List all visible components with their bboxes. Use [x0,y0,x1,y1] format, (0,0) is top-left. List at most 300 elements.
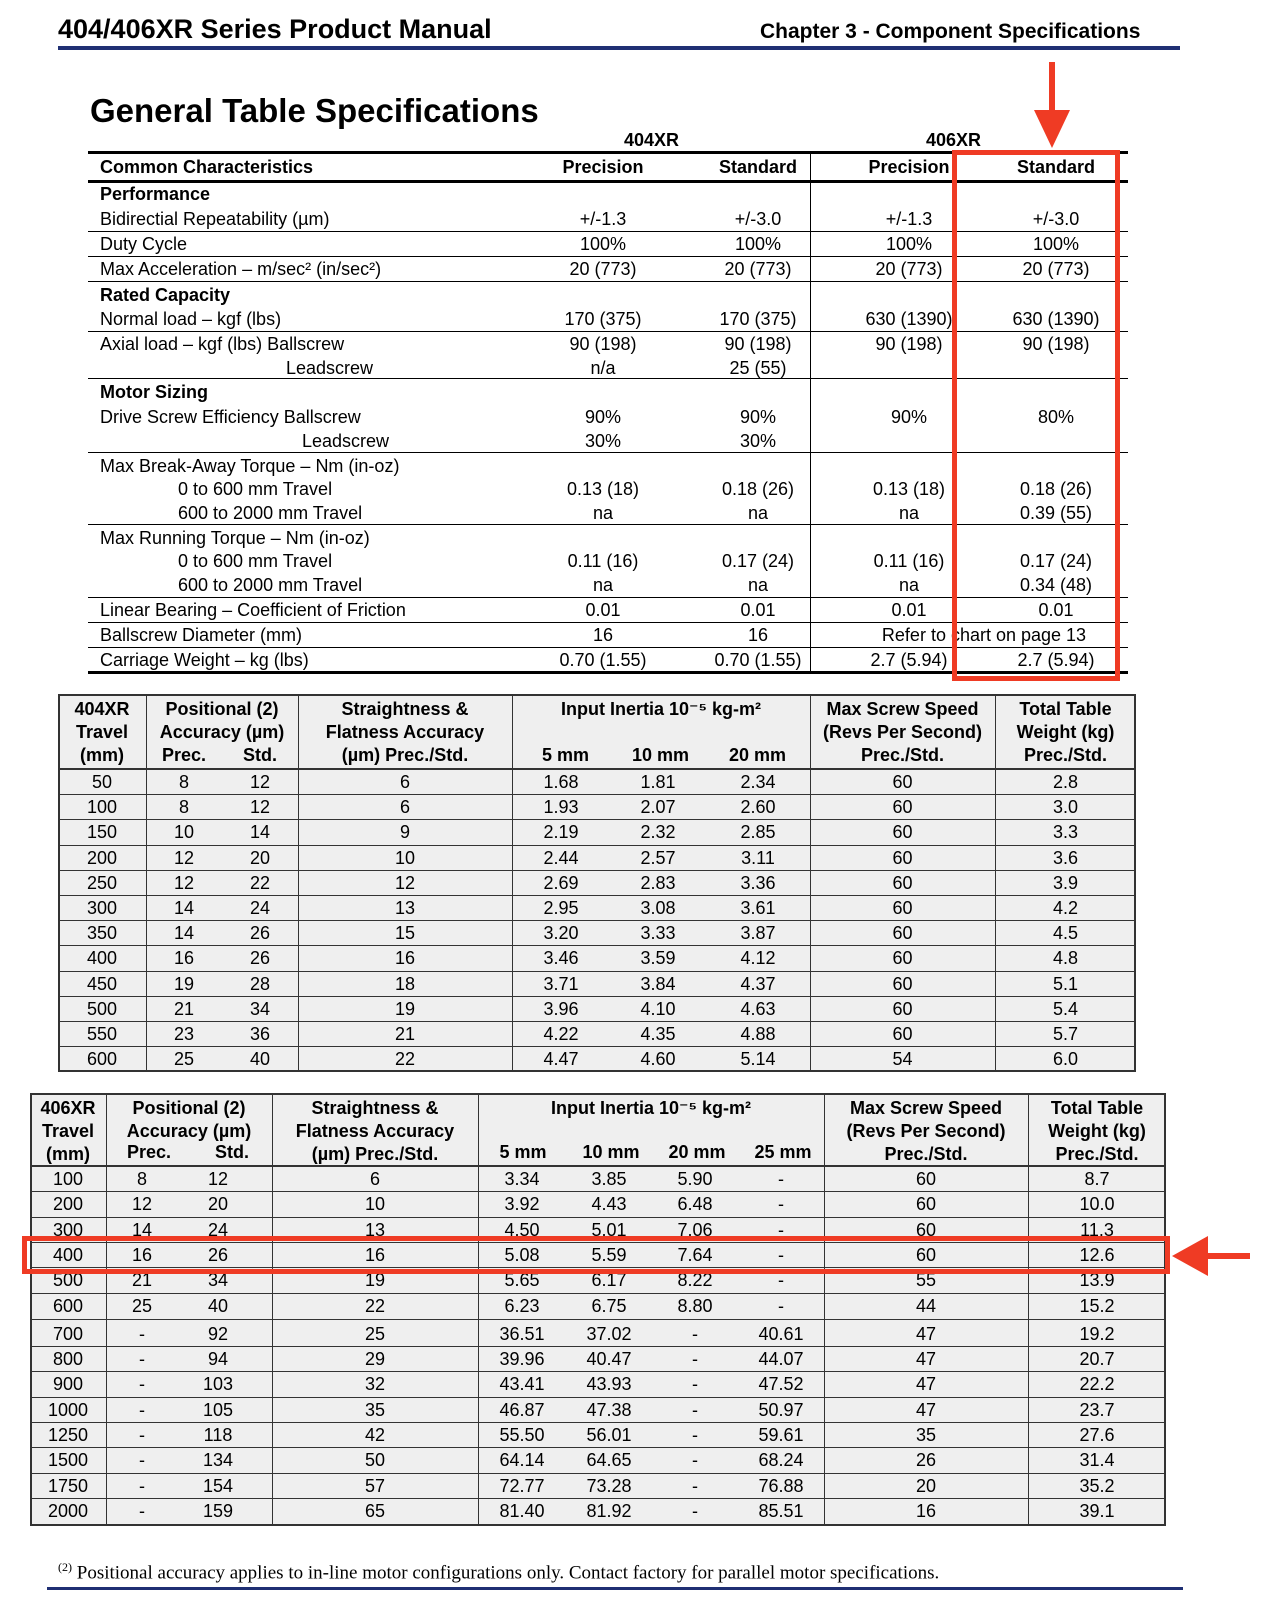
table-cell: 450 [86,973,118,994]
travel-header: Travel [41,1121,95,1141]
table-cell: 16 [131,1244,153,1265]
table-cell: 60 [892,797,913,818]
table-cell: 2000 [47,1500,89,1521]
table-cell: 8.22 [677,1270,713,1291]
spec-cell: na [592,575,614,595]
table-cell: 54 [892,1049,913,1070]
table-cell: 1.81 [640,772,676,792]
spec-cell: 100% [885,234,933,254]
spec-col-404-standard: Standard [718,157,797,177]
table-cell: 4.35 [640,1024,676,1044]
table-cell: 3.6 [1052,847,1079,868]
spec-cell: +/-3.0 [1032,209,1080,229]
table-cell: 3.92 [504,1194,540,1215]
table-row [58,795,1136,820]
table-cell: 19 [173,973,195,994]
table-cell: 60 [915,1194,937,1215]
table-cell: - [139,1425,145,1445]
group-label-406xr: 406XR [926,130,982,150]
table-cell: 12 [249,772,271,792]
table-cell: 60 [892,998,913,1019]
spec-row-label: Axial load – kgf (lbs) Ballscrew [100,334,345,354]
table-cell: 12 [131,1194,153,1215]
spec-cell: 0.11 (16) [873,551,945,571]
table-cell: 59.61 [758,1425,804,1445]
table-cell: 39.1 [1079,1500,1115,1521]
table-cell: - [692,1450,698,1471]
prec-header: Prec. [126,1142,172,1162]
spec-cell: 0.18 (26) [721,479,795,499]
table-cell: 31.4 [1079,1450,1115,1471]
spec-cell: na [898,503,920,523]
table-cell: 250 [86,872,118,893]
spec-col-406-standard: Standard [1016,157,1095,177]
table-cell: 550 [86,1024,118,1044]
travel-header: (mm) [46,1144,90,1164]
table-cell: 29 [364,1349,386,1370]
positional-header: Accuracy (µm) [126,1121,252,1141]
table-cell: 15.2 [1079,1295,1115,1316]
table-cell: - [692,1425,698,1445]
table-cell: 43.41 [499,1374,545,1395]
spec-cell: na [747,575,769,595]
table-cell: 40 [207,1295,229,1316]
table-cell: 2.85 [740,822,776,843]
speed-header: Prec./Std. [860,745,945,765]
table-cell: 50 [91,772,113,792]
spec-cell: 100% [579,234,627,254]
table-cell: 20 [915,1475,937,1496]
table-cell: 81.92 [586,1500,632,1521]
table-cell: 6.23 [504,1295,540,1316]
table-cell: 12 [173,872,195,893]
spec-row-label: 0 to 600 mm Travel [178,551,333,571]
spec-cell: 0.70 (1.55) [559,650,647,670]
table-cell: 2.60 [740,797,776,818]
straightness-header: (µm) Prec./Std. [341,745,469,765]
table-cell: 2.32 [640,822,676,843]
table-cell: - [778,1244,784,1265]
table-cell: 14 [173,923,195,944]
manual-title: 404/406XR Series Product Manual [58,14,492,44]
table-cell: 400 [52,1244,84,1265]
footnote [58,1560,939,1584]
inertia-sub-header: 5 mm [541,745,590,765]
travel-header: Travel [75,722,129,742]
table-cell: 20.7 [1079,1349,1115,1370]
spec-row-label: Max Running Torque – Nm (in-oz) [100,528,370,548]
spec-cell: 0.13 (18) [566,479,640,499]
arrow-down-icon [1030,62,1074,150]
highlight-box-406xr-standard [952,150,1120,681]
travel-header: 404XR [74,699,130,719]
table-cell: 134 [202,1450,234,1471]
table-cell: 25 [131,1295,153,1316]
table-cell: 26 [249,923,271,944]
table-row [58,770,1136,795]
table-cell: 5.7 [1052,1024,1079,1044]
table-cell: 6.75 [591,1295,627,1316]
table-cell: 6.48 [677,1194,713,1215]
table-cell: 34 [207,1270,229,1291]
table-cell: 55 [915,1270,937,1291]
table-cell: 5.01 [591,1219,627,1240]
table-cell: 25 [364,1323,386,1344]
table-cell: 1.68 [543,772,579,792]
table-cell: 23 [173,1024,195,1044]
table-cell: 10.0 [1079,1194,1115,1215]
table-cell: 26 [207,1244,229,1265]
spec-row-label: Leadscrew [302,431,390,451]
spec-cell: 2.7 (5.94) [870,650,948,670]
table-cell: - [139,1349,145,1370]
table-row [30,1398,1166,1423]
table-cell: 300 [52,1219,84,1240]
table-cell: 4.10 [640,998,676,1019]
spec-cell: 20 (773) [875,259,943,279]
table-cell: 8 [178,797,189,818]
spec-cell: 100% [734,234,782,254]
table-cell: 5.08 [504,1244,540,1265]
spec-cell: 2.7 (5.94) [1017,650,1095,670]
table-cell: 14 [131,1219,153,1240]
spec-col-406-precision: Precision [868,157,950,177]
table-cell: 32 [364,1374,386,1395]
table-cell: 500 [52,1270,84,1291]
table-cell: 94 [207,1349,229,1370]
table-cell: 4.22 [543,1024,579,1044]
inertia-header: Input Inertia 10⁻⁵ kg-m² [551,1098,751,1118]
table-cell: 100 [52,1169,84,1189]
table-cell: 24 [249,898,271,918]
spec-cell: Refer to chart on page 13 [881,625,1087,645]
table-cell: 60 [915,1169,937,1189]
table-cell: 60 [915,1219,937,1240]
spec-row-label: Ballscrew Diameter (mm) [100,625,303,645]
footnote-text: Positional accuracy applies to in-line motor configurations only. Contact factory for parallel motor specifications. [76,1562,940,1584]
table-cell: - [139,1399,145,1420]
spec-cell: 0.13 (18) [872,479,946,499]
table-cell: 55.50 [499,1425,545,1445]
table-cell: 8 [178,772,189,792]
spec-cell: 16 [592,625,614,645]
table-row [30,1294,1166,1319]
table-cell: 3.3 [1052,822,1079,843]
table-row [58,1047,1136,1072]
inertia-sub-header: 20 mm [668,1142,726,1162]
table-cell: 6.0 [1052,1049,1079,1070]
straightness-header: (µm) Prec./Std. [311,1144,439,1164]
positional-header: Positional (2) [132,1098,246,1118]
table-cell: 1250 [47,1425,89,1445]
table-cell: 4.12 [740,948,776,969]
spec-row-label: 600 to 2000 mm Travel [178,503,363,523]
prec-header: Prec. [161,745,207,765]
table-cell: 4.47 [543,1049,579,1070]
table-row [30,1372,1166,1397]
positional-header: Positional (2) [165,699,279,719]
table-cell: 6 [399,797,410,818]
table-cell: 3.84 [640,973,676,994]
spec-row-label: Max Acceleration – m/sec² (in/sec²) [100,259,382,279]
table-cell: - [692,1500,698,1521]
table-cell: 60 [892,973,913,994]
table-cell: 3.9 [1052,872,1079,893]
table-cell: 12 [173,847,195,868]
table-cell: 3.11 [741,847,775,868]
table-cell: 1000 [47,1399,89,1420]
spec-cell: +/-3.0 [734,209,782,229]
table-row [58,820,1136,845]
spec-group-divider [810,183,811,673]
table-cell: 3.87 [740,923,776,944]
table-cell: 60 [892,948,913,969]
table-cell: 60 [892,898,913,918]
inertia-sub-header: 10 mm [631,745,690,765]
straightness-header: Straightness & [311,1098,439,1118]
table-cell: 22 [394,1049,416,1070]
table-cell: 35 [915,1425,937,1445]
table-cell: 3.08 [640,898,676,918]
table-row [58,871,1136,896]
spec-cell: n/a [590,358,616,378]
table-cell: 60 [892,822,913,843]
table-cell: 42 [364,1425,386,1445]
table-cell: 57 [364,1475,386,1496]
table-cell: 4.8 [1052,948,1079,969]
table-cell: 19 [364,1270,386,1291]
table-cell: 5.90 [677,1169,713,1189]
table-cell: 68.24 [758,1450,804,1471]
table-cell: 14 [249,822,271,843]
weight-header: Prec./Std. [1023,745,1108,765]
table-cell: 5.65 [504,1270,540,1291]
table-cell: 19 [394,998,416,1019]
chapter-title: Chapter 3 - Component Specifications [760,20,1141,43]
table-cell: 64.65 [586,1450,632,1471]
table-row [58,997,1136,1022]
table-cell: 6 [369,1169,380,1189]
table-row [30,1167,1166,1192]
table-cell: 18 [394,973,416,994]
table-cell: - [692,1399,698,1420]
table-cell: 12.6 [1079,1244,1115,1265]
spec-cell: 30% [739,431,777,451]
table-cell: 900 [52,1374,84,1395]
table-cell: 20 [207,1194,229,1215]
spec-cell: 0.01 [891,600,927,620]
table-cell: 13.9 [1079,1270,1115,1291]
table-cell: 73.28 [586,1475,632,1496]
table-cell: 64.14 [499,1450,545,1471]
spec-cell: 630 (1390) [1012,309,1100,329]
table-cell: 60 [892,1024,913,1044]
table-cell: 21 [394,1024,416,1044]
std-header: Std. [215,1142,249,1162]
table-cell: - [139,1374,145,1395]
table-cell: 25 [173,1049,195,1070]
table-406xr [30,1093,1166,1526]
spec-cell: 90 (198) [1022,334,1090,354]
table-cell: 60 [892,923,913,944]
spec-cell: 0.17 (24) [1019,551,1093,571]
table-cell: 26 [249,948,271,969]
spec-row-label: Normal load – kgf (lbs) [100,309,282,329]
table-cell: 4.63 [740,998,776,1019]
spec-row-label: Bidirectial Repeatability (µm) [100,209,330,229]
spec-cell: 90 (198) [875,334,943,354]
table-cell: 4.2 [1052,898,1079,918]
table-cell: 50 [364,1450,386,1471]
table-cell: 10 [173,822,195,843]
table-cell: 60 [892,847,913,868]
table-cell: 1500 [47,1450,89,1471]
spec-cell: 90% [739,407,777,427]
table-cell: 47.52 [758,1374,804,1395]
table-row [58,972,1136,997]
table-cell: 400 [86,948,118,969]
table-cell: - [139,1500,145,1521]
table-cell: 24 [207,1219,229,1240]
table-row [30,1322,1166,1347]
straightness-header: Straightness & [341,699,469,719]
spec-cell: 0.01 [740,600,776,620]
table-row [58,846,1136,871]
table-cell: 39.96 [499,1349,545,1370]
weight-header: Total Table [1050,1098,1144,1118]
table-row [30,1347,1166,1372]
spec-cell: 80% [1037,407,1075,427]
table-cell: 8 [136,1169,147,1189]
table-cell: 28 [249,973,271,994]
positional-header: Accuracy (µm) [159,722,285,742]
spec-cell: 20 (773) [724,259,792,279]
table-cell: - [692,1475,698,1496]
table-cell: 2.8 [1052,772,1079,792]
table-cell: 600 [86,1049,118,1070]
spec-cell: 170 (375) [719,309,797,329]
spec-row-label: Leadscrew [286,358,374,378]
straightness-header: Flatness Accuracy [325,722,485,742]
table-cell: 36.51 [499,1323,545,1344]
spec-cell: 0.01 [1038,600,1074,620]
table-cell: 47 [915,1349,937,1370]
spec-cell: 100% [1032,234,1080,254]
table-row [30,1423,1166,1448]
table-row [30,1474,1166,1499]
table-cell: 800 [52,1349,84,1370]
table-cell: 72.77 [499,1475,545,1496]
table-cell: 2.07 [640,797,676,818]
spec-row-label: Rated Capacity [100,285,231,305]
table-cell: - [139,1323,145,1344]
table-cell: 36 [249,1024,271,1044]
spec-row-label: Performance [100,184,211,204]
footnote-mark: (2) [58,1560,72,1574]
table-cell: 20 [249,847,271,868]
table-cell: 3.36 [740,872,776,893]
spec-cell: na [898,575,920,595]
table-cell: 27.6 [1079,1425,1115,1445]
spec-cell: 0.18 (26) [1019,479,1093,499]
table-cell: 8.80 [677,1295,713,1316]
table-cell: 6 [399,772,410,792]
table-cell: 7.64 [677,1244,713,1265]
table-404xr [58,694,1136,1072]
table-cell: 4.88 [740,1024,776,1044]
spec-cell: 0.17 (24) [721,551,795,571]
table-cell: 200 [52,1194,84,1215]
table-cell: 14 [173,898,195,918]
table-cell: 5.59 [591,1244,627,1265]
table-cell: 2.44 [543,847,579,868]
travel-header: (mm) [80,745,124,765]
highlight-box-row-400 [22,1236,1170,1274]
table-cell: 105 [202,1399,234,1420]
spec-cell: 0.70 (1.55) [714,650,802,670]
spec-col-404-precision: Precision [562,157,644,177]
travel-header: 406XR [40,1098,96,1118]
table-cell: 1750 [47,1475,89,1496]
spec-col-header: Common Characteristics [100,157,314,177]
speed-header: Max Screw Speed [826,699,979,719]
spec-cell: 0.34 (48) [1019,575,1093,595]
table-cell: 350 [86,923,118,944]
inertia-sub-header: 5 mm [499,1142,547,1162]
table-cell: 4.43 [591,1194,627,1215]
table-cell: 60 [915,1244,937,1265]
spec-row-label: 600 to 2000 mm Travel [178,575,363,595]
table-cell: 13 [394,898,416,918]
table-cell: 22.2 [1079,1374,1115,1395]
spec-cell: 90 (198) [569,334,637,354]
table-cell: 47 [915,1323,937,1344]
table-cell: 23.7 [1079,1399,1115,1420]
table-cell: 10 [364,1194,386,1215]
table-cell: - [139,1475,145,1496]
table-row [30,1192,1166,1217]
table-cell: 16 [915,1500,937,1521]
table-cell: 12 [394,872,416,893]
spec-row-label: 0 to 600 mm Travel [178,479,333,499]
table-row [58,921,1136,946]
inertia-sub-header: 25 mm [754,1142,812,1162]
spec-cell: 20 (773) [569,259,637,279]
spec-row-label: Max Break-Away Torque – Nm (in-oz) [100,456,400,476]
table-cell: 56.01 [586,1425,632,1445]
spec-group-divider [810,154,811,182]
table-cell: 35.2 [1079,1475,1115,1496]
table-cell: 3.20 [543,923,579,944]
spec-row-label: Drive Screw Efficiency Ballscrew [100,407,361,427]
table-cell: 2.69 [543,872,579,893]
table-cell: 2.83 [640,872,676,893]
table-cell: 22 [249,872,271,893]
group-label-404xr: 404XR [624,130,680,150]
table-cell: 3.85 [591,1169,627,1189]
table-cell: 4.37 [740,973,776,994]
table-cell: 60 [892,872,913,893]
row-rule [30,1319,1166,1320]
inertia-header: Input Inertia 10⁻⁵ kg-m² [561,699,761,719]
table-cell: 16 [394,948,416,969]
inertia-sub-header: 20 mm [728,745,787,765]
table-cell: 26 [915,1450,937,1471]
table-cell: 2.34 [740,772,776,792]
speed-header: Max Screw Speed [849,1098,1003,1118]
table-cell: 81.40 [499,1500,545,1521]
weight-header: Weight (kg) [1016,722,1115,742]
